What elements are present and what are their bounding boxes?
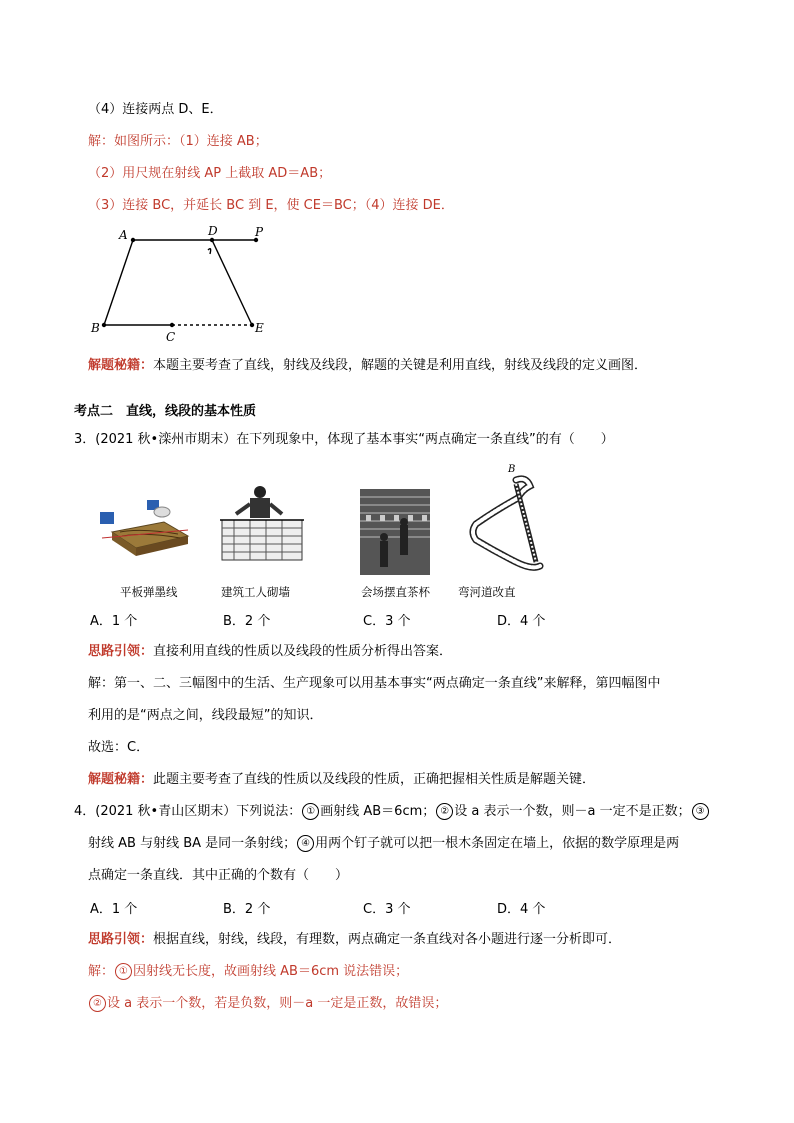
q3-stem: 3．(2021 秋•滦州市期末）在下列现象中，体现了基本事实“两点确定一条直线”的有（ ） <box>74 432 614 447</box>
q4-statement-2: 设 a 表示一个数，则－a 一定不是正数； <box>454 804 691 819</box>
q4-solution-line-1 <box>88 962 408 982</box>
bend-label-b: B <box>508 464 516 475</box>
tip-text: 本题主要考查了直线，射线及线段，解题的关键是利用直线，射线及线段的定义画图． <box>153 358 648 373</box>
segment-de <box>212 240 252 325</box>
marker-1: ① <box>302 803 319 820</box>
bricklayer-image <box>220 484 304 564</box>
compass-arc <box>208 249 211 254</box>
section-title: 考点二 直线，线段的基本性质 <box>74 404 257 419</box>
q3-option-a: A．1 个 <box>90 614 138 629</box>
q4-hint-line <box>88 930 621 950</box>
q4-option-a: A．1 个 <box>90 902 138 917</box>
q3-option-b: B．2 个 <box>223 614 271 629</box>
q4-solution-prefix: 解： <box>88 964 115 979</box>
q4-hint-label: 思路引领： <box>88 932 154 947</box>
q3-solution-line-1: 解：第一、二、三幅图中的生活、生产现象可以用基本事实“两点确定一条直线”来解释，第四幅图中 <box>88 676 661 691</box>
geometry-figure <box>84 222 284 348</box>
label-p: P <box>255 225 264 239</box>
label-b: B <box>91 321 100 335</box>
q3-hint-label: 思路引领： <box>88 644 154 659</box>
tip-label: 解题秘籍： <box>88 358 154 373</box>
marker-3: ③ <box>692 803 709 820</box>
q3-hint-line <box>88 642 452 662</box>
river-straightening-image <box>456 462 546 578</box>
solution-step-1: 解：如图所示：（1）连接 AB； <box>88 134 268 149</box>
label-d: D <box>208 224 218 238</box>
q4-option-c: C．3 个 <box>363 902 411 917</box>
q3-tip-line <box>88 770 595 790</box>
q4-statement-1: 画射线 AB＝6cm； <box>320 804 436 819</box>
marker-4: ④ <box>297 835 314 852</box>
q4-source: 4．(2021 秋•青山区期末）下列说法： <box>74 804 302 819</box>
segment-ab <box>104 240 133 325</box>
label-a: A <box>119 228 128 242</box>
q4-stem-line-2 <box>88 834 679 854</box>
q3-option-d: D．4 个 <box>497 614 546 629</box>
q3-option-c: C．3 个 <box>363 614 411 629</box>
caption-1: 平板弹墨线 <box>120 585 178 599</box>
caption-2: 建筑工人砌墙 <box>221 585 290 599</box>
chalk-line-board-image <box>92 498 192 562</box>
q4-statement-4: 用两个钉子就可以把一根木条固定在墙上，依据的数学原理是两 <box>315 836 680 851</box>
q3-solution-line-2: 利用的是“两点之间，线段最短”的知识． <box>88 708 323 723</box>
caption-3: 会场摆直茶杯 <box>361 585 430 599</box>
marker-2: ② <box>436 803 453 820</box>
caption-4: 弯河道改直 <box>458 585 516 599</box>
meeting-tea-cups-image <box>360 489 430 575</box>
solution-step-3-4: （3）连接 BC，并延长 BC 到 E，使 CE＝BC；（4）连接 DE． <box>88 198 454 213</box>
label-c: C <box>166 330 176 344</box>
tip-line <box>88 356 647 376</box>
q4-hint-text: 根据直线，射线，线段，有理数，两点确定一条直线对各小题进行逐一分析即可． <box>153 932 622 947</box>
solution-marker-2: ② <box>89 995 106 1012</box>
q4-stem-line-1 <box>74 802 710 822</box>
q4-option-b: B．2 个 <box>223 902 271 917</box>
q3-tip-label: 解题秘籍： <box>88 772 154 787</box>
q4-solution-1-text: 因射线无长度，故画射线 AB＝6cm 说法错误； <box>133 964 409 979</box>
label-e: E <box>255 321 264 335</box>
q3-hint-text: 直接利用直线的性质以及线段的性质分析得出答案． <box>153 644 453 659</box>
q4-option-d: D．4 个 <box>497 902 546 917</box>
q4-solution-2-text: 设 a 表示一个数，若是负数，则－a 一定是正数，故错误； <box>107 996 448 1011</box>
q3-answer: 故选：C． <box>88 740 150 755</box>
q4-stem-line-3: 点确定一条直线．其中正确的个数有（ ） <box>88 868 349 883</box>
solution-marker-1: ① <box>115 963 132 980</box>
solution-step-2: （2）用尺规在射线 AP 上截取 AD＝AB； <box>88 166 332 181</box>
q3-tip-text: 此题主要考查了直线的性质以及线段的性质，正确把握相关性质是解题关键． <box>153 772 596 787</box>
q4-statement-3: 射线 AB 与射线 BA 是同一条射线； <box>88 836 297 851</box>
q4-solution-line-2 <box>88 994 447 1014</box>
step-4-text: （4）连接两点 D、E． <box>88 102 223 117</box>
